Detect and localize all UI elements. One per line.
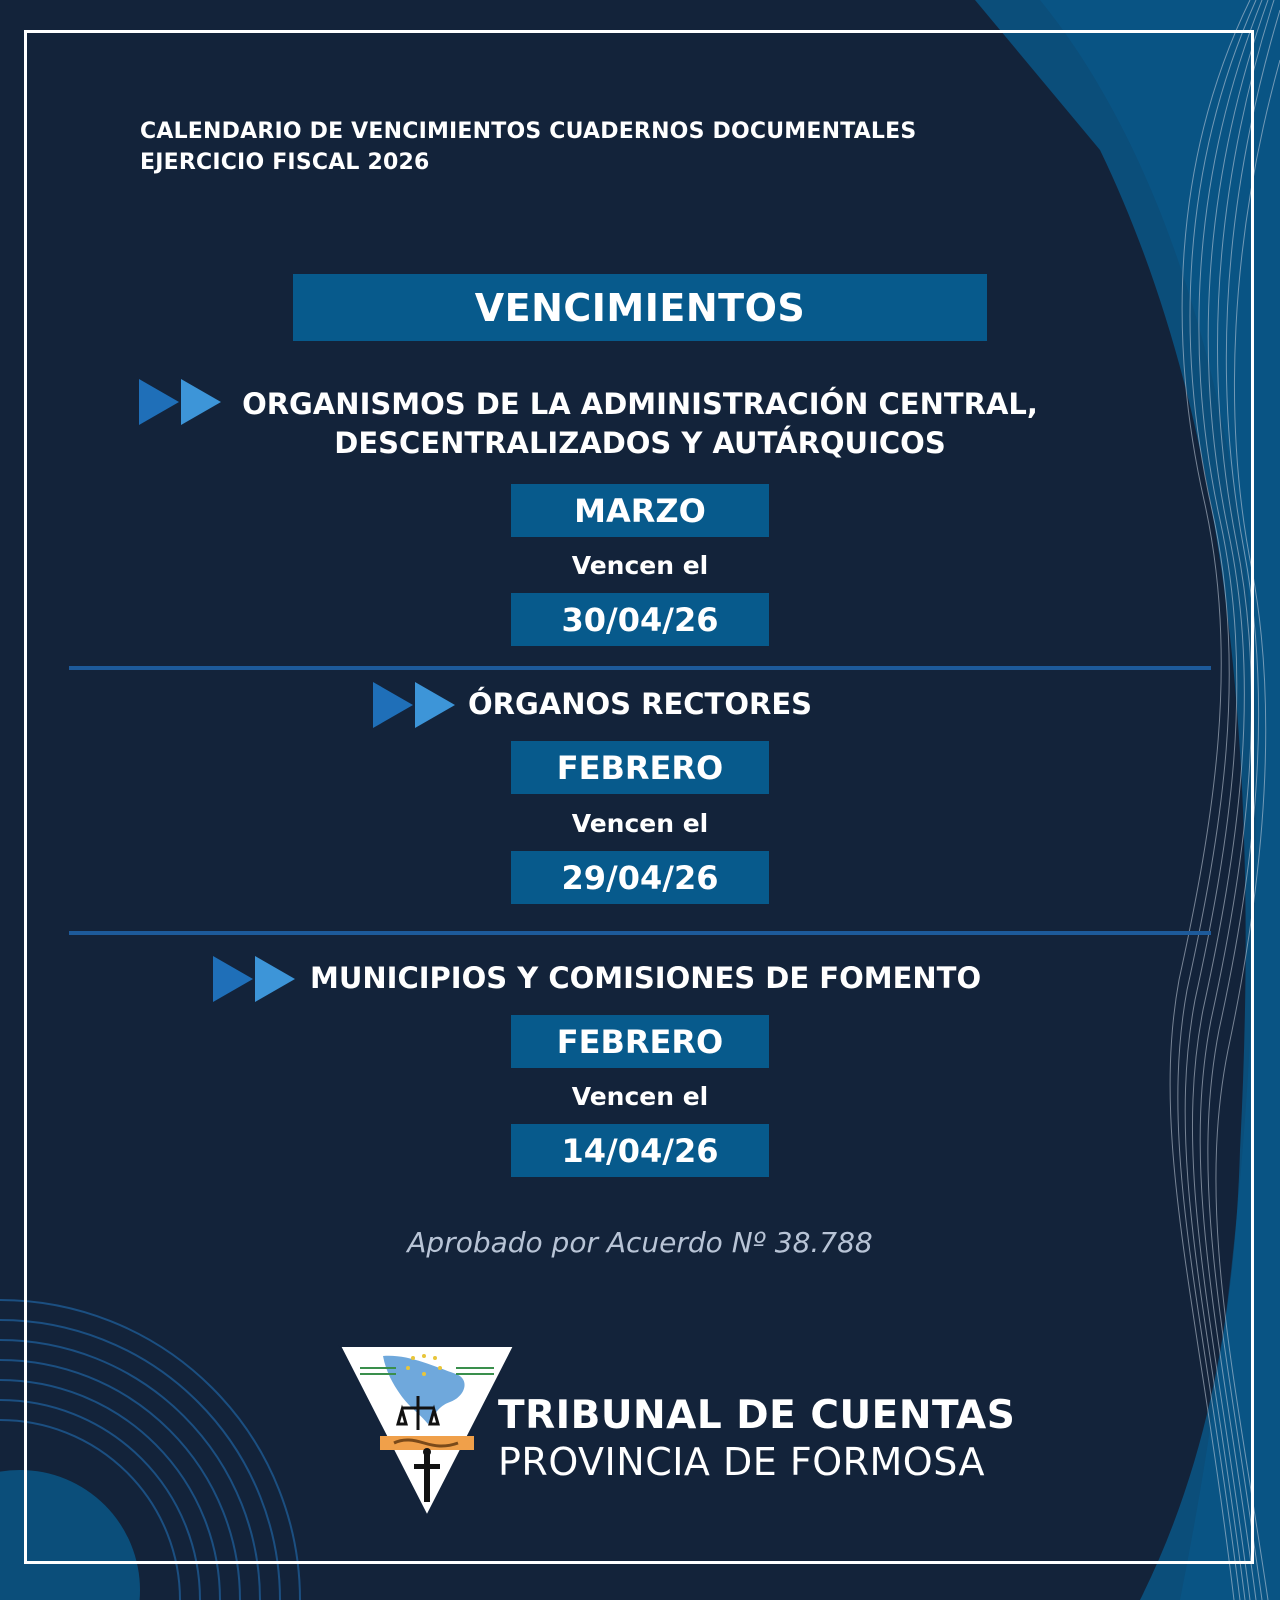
double-right-arrow-icon xyxy=(213,954,295,1004)
month-box: FEBRERO xyxy=(511,741,769,794)
header-subtitle: EJERCICIO FISCAL 2026 xyxy=(140,150,430,175)
section-title-municipios xyxy=(310,959,981,998)
org-subtitle: PROVINCIA DE FORMOSA xyxy=(498,1440,986,1484)
section-title-line: ÓRGANOS RECTORES xyxy=(468,687,813,721)
due-date-box: 14/04/26 xyxy=(511,1124,769,1177)
month-box: FEBRERO xyxy=(511,1015,769,1068)
document-header xyxy=(140,116,916,178)
tribunal-logo xyxy=(338,1344,516,1518)
section-title-line: ORGANISMOS DE LA ADMINISTRACIÓN CENTRAL, xyxy=(242,387,1038,421)
double-right-arrow-icon xyxy=(373,680,455,730)
due-label: Vencen el xyxy=(571,1082,709,1111)
section-title-organismos xyxy=(230,385,1050,463)
org-name: TRIBUNAL DE CUENTAS xyxy=(498,1393,1016,1438)
section-title-line: MUNICIPIOS Y COMISIONES DE FOMENTO xyxy=(310,961,982,995)
due-date-box: 30/04/26 xyxy=(511,593,769,646)
section-title-organos-rectores xyxy=(468,685,812,724)
section-divider xyxy=(69,931,1211,935)
month-box: MARZO xyxy=(511,484,769,537)
section-title-line: DESCENTRALIZADOS Y AUTÁRQUICOS xyxy=(334,426,946,460)
due-label: Vencen el xyxy=(571,551,709,580)
double-right-arrow-icon xyxy=(139,377,221,427)
section-divider xyxy=(69,666,1211,670)
vencimientos-banner: VENCIMIENTOS xyxy=(293,274,987,341)
page-frame xyxy=(24,30,1254,1564)
due-label: Vencen el xyxy=(571,809,709,838)
header-title: CALENDARIO DE VENCIMIENTOS CUADERNOS DOCUMENTALES xyxy=(140,119,917,144)
due-date-box: 29/04/26 xyxy=(511,851,769,904)
approval-note: Aprobado por Acuerdo Nº 38.788 xyxy=(407,1226,873,1259)
